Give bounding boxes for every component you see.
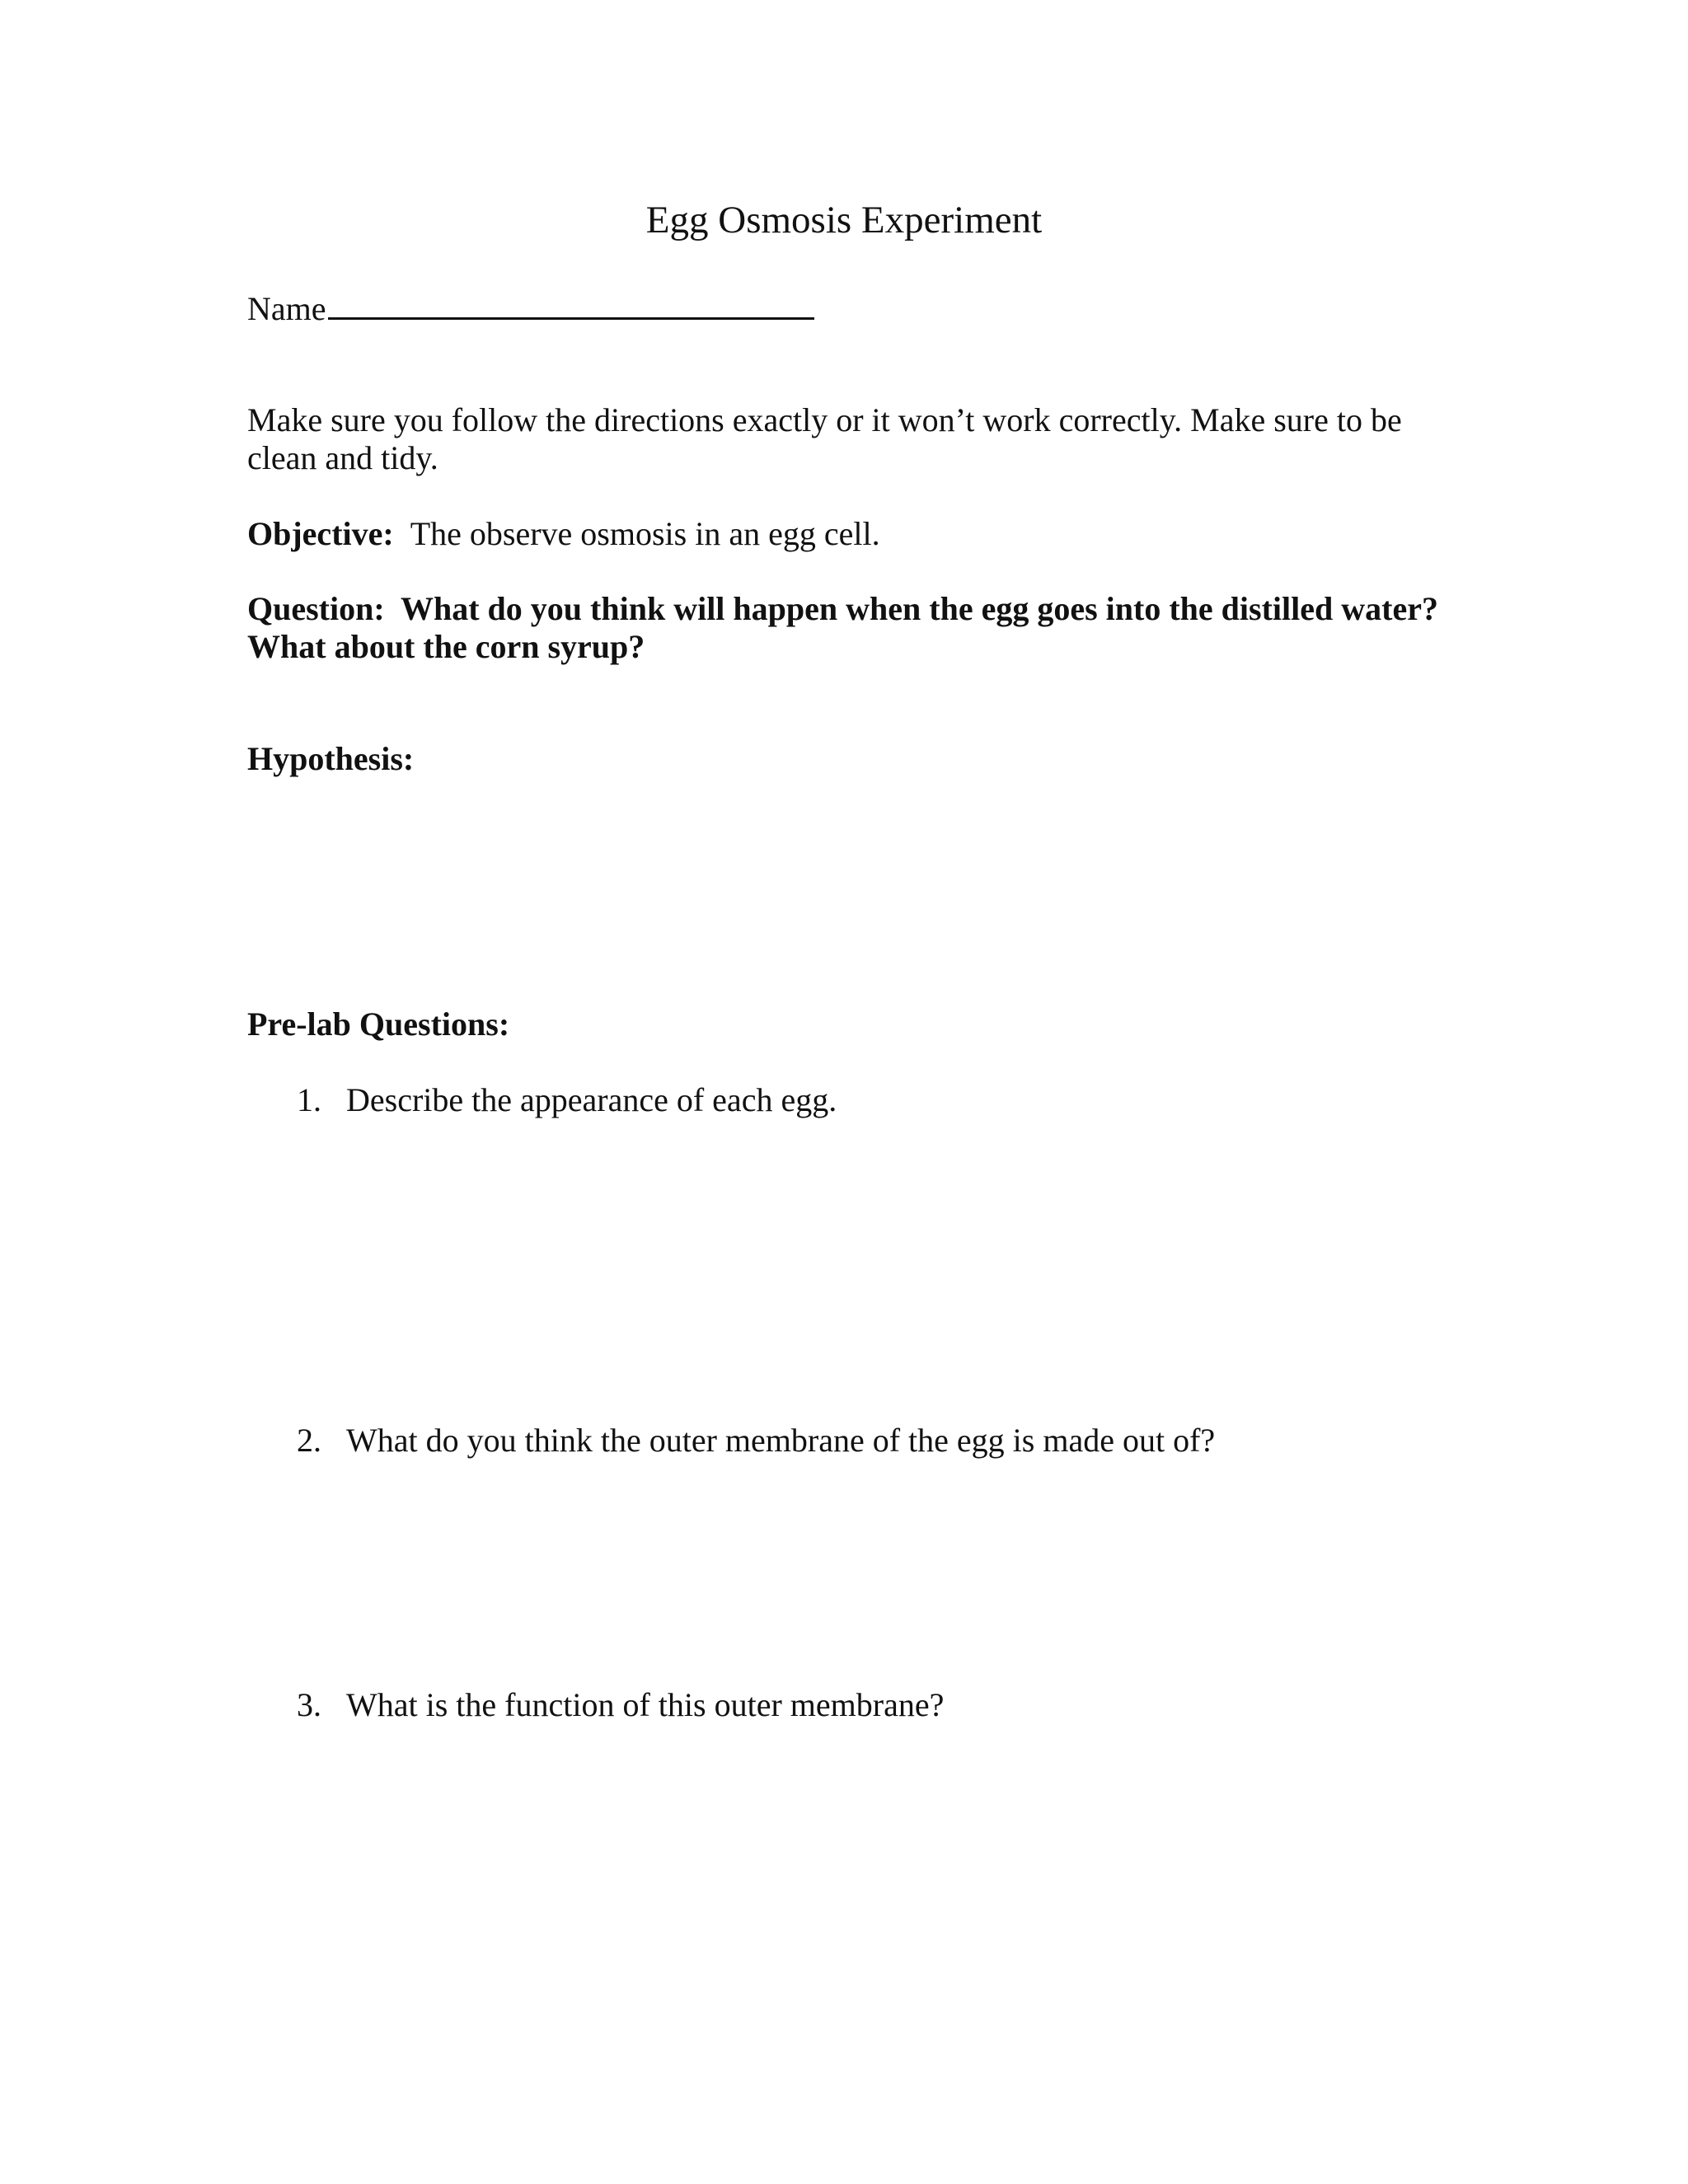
question-line-1: Question: What do you think will happen when the egg goes into the distilled water? [247,590,1438,627]
question-number: 3. [297,1686,321,1723]
question-block [247,590,1451,666]
question-number: 2. [297,1422,321,1459]
name-field-row [247,288,814,328]
intro-paragraph [247,401,1451,477]
name-blank-line[interactable] [328,288,814,320]
question-text: Describe the appearance of each egg. [346,1081,837,1118]
question-text: What do you think the outer membrane of the egg is made out of? [346,1422,1216,1459]
objective-text: The observe osmosis in an egg cell. [410,515,880,552]
question-line-2: What about the corn syrup? [247,628,645,665]
objective-label: Objective: [247,515,394,552]
prelab-heading: Pre-lab Questions: [247,1005,510,1043]
hypothesis-label: Hypothesis: [247,740,415,777]
prelab-question-1 [297,1081,837,1119]
objective-row [247,515,880,553]
prelab-question-2 [297,1422,1215,1460]
prelab-question-3 [297,1686,944,1724]
intro-line-2: clean and tidy. [247,439,438,476]
intro-line-1: Make sure you follow the directions exactly or it won’t work correctly. Make sure to be [247,401,1402,438]
page-title: Egg Osmosis Experiment [645,199,1043,241]
question-text: What is the function of this outer membrane? [346,1686,945,1723]
question-number: 1. [297,1081,321,1118]
name-label: Name [247,290,326,327]
